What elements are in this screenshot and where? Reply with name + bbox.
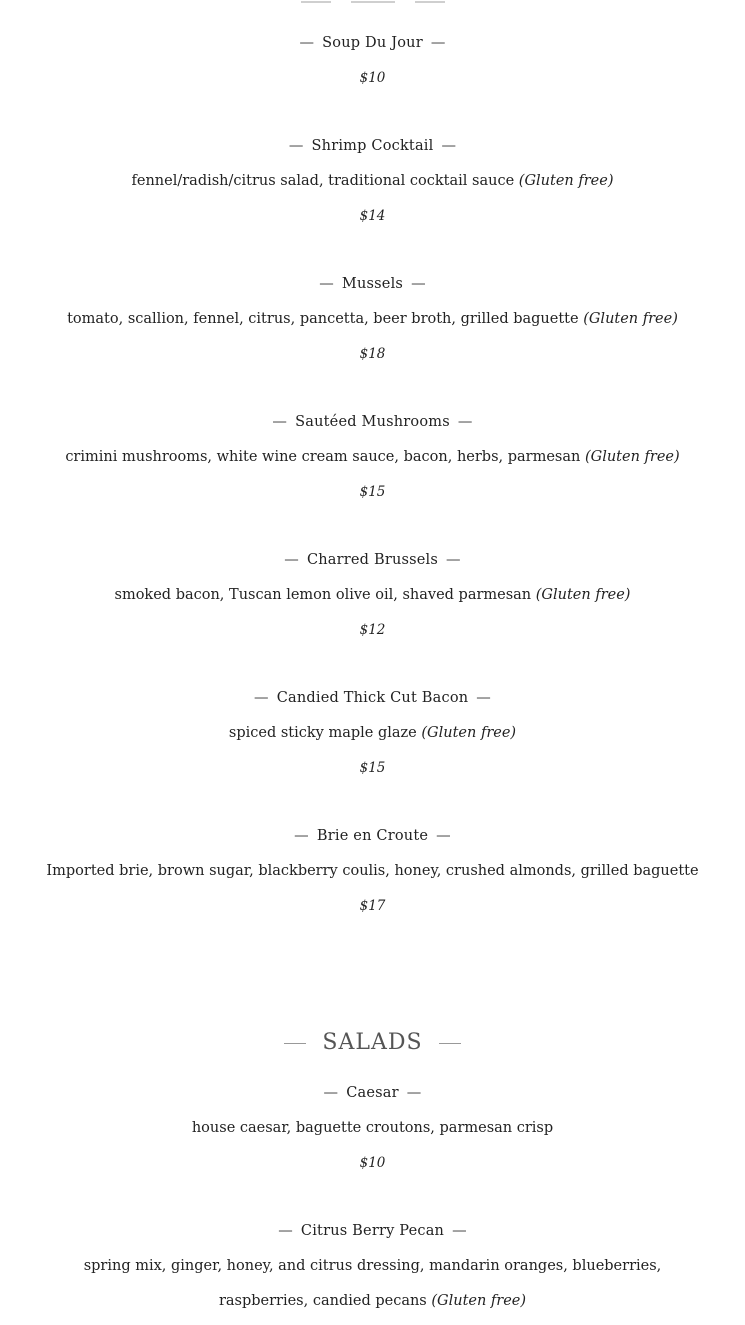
item-name: Charred Brussels [306,552,439,568]
item-name: Sautéed Mushrooms [295,414,450,430]
item-price: $15 [359,484,386,500]
item-description: house caesar, baguette croutons, parmesan crisp [191,1120,554,1136]
item-price: $17 [359,898,386,914]
item-price: $10 [359,70,386,86]
gluten-free-note: (Gluten free) [583,311,678,327]
item-price: $18 [359,346,386,362]
section-title-text: SALADS [322,1030,423,1055]
gluten-free-note: (Gluten free) [431,1292,527,1309]
item-title: — Soup Du Jour — [299,35,446,51]
item-name: Candied Thick Cut Bacon [276,690,469,706]
menu-item-citrus-berry-pecan [0,1221,745,1318]
section-heading-cut-off [0,0,745,4]
item-price: $12 [359,622,386,638]
gluten-free-note: (Gluten free) [584,449,680,465]
gluten-free-note: (Gluten free) [518,173,614,189]
item-name: Mussels [341,276,404,292]
section-title-salads [0,1028,745,1058]
item-name: Caesar [346,1085,399,1101]
item-description: tomato, scallion, fennel, citrus, pancetta, beer broth, grilled baguette (Gluten free) [67,311,678,327]
menu-item-shrimp-cocktail [0,136,745,226]
item-name: Shrimp Cocktail [311,138,434,154]
item-price: $15 [359,760,386,776]
menu-item-brie-en-croute [0,826,745,916]
item-title: — Brie en Croute — [294,828,451,844]
item-title: — Shrimp Cocktail — [288,138,457,154]
item-title: — Mussels — [319,276,426,292]
menu-item-charred-brussels [0,550,745,640]
heading-rule-right [439,1043,461,1044]
item-price: $10 [359,1155,386,1171]
item-price: $14 [359,208,386,224]
item-description: spring mix, ginger, honey, and citrus dressing, mandarin oranges, blueberries, raspberries, candied pecans (Gluten free) [83,1258,662,1309]
item-title: — Citrus Berry Pecan — [278,1223,467,1239]
gluten-free-note: (Gluten free) [535,587,631,603]
heading-rule-left [284,1043,306,1044]
gluten-free-note: (Gluten free) [421,725,517,741]
item-title: — Caesar — [323,1085,422,1101]
item-description: crimini mushrooms, white wine cream sauce, bacon, herbs, parmesan (Gluten free) [65,449,680,465]
menu-item-caesar [0,1083,745,1173]
item-description: spiced sticky maple glaze (Gluten free) [228,725,517,741]
item-name: Brie en Croute [316,828,429,844]
menu-item-candied-bacon [0,688,745,778]
item-description: fennel/radish/citrus salad, traditional cocktail sauce (Gluten free) [131,173,614,189]
item-description: smoked bacon, Tuscan lemon olive oil, shaved parmesan (Gluten free) [114,587,631,603]
menu-item-soup-du-jour [0,33,745,88]
item-description: Imported brie, brown sugar, blackberry coulis, honey, crushed almonds, grilled baguette [46,863,699,879]
menu-item-mussels [0,274,745,364]
item-name: Soup Du Jour [322,35,423,51]
menu-item-sauteed-mushrooms [0,412,745,502]
item-title: — Sautéed Mushrooms — [272,414,473,430]
item-title: — Charred Brussels — [284,552,461,568]
item-title: — Candied Thick Cut Bacon — [254,690,491,706]
item-name: Citrus Berry Pecan [300,1223,445,1239]
